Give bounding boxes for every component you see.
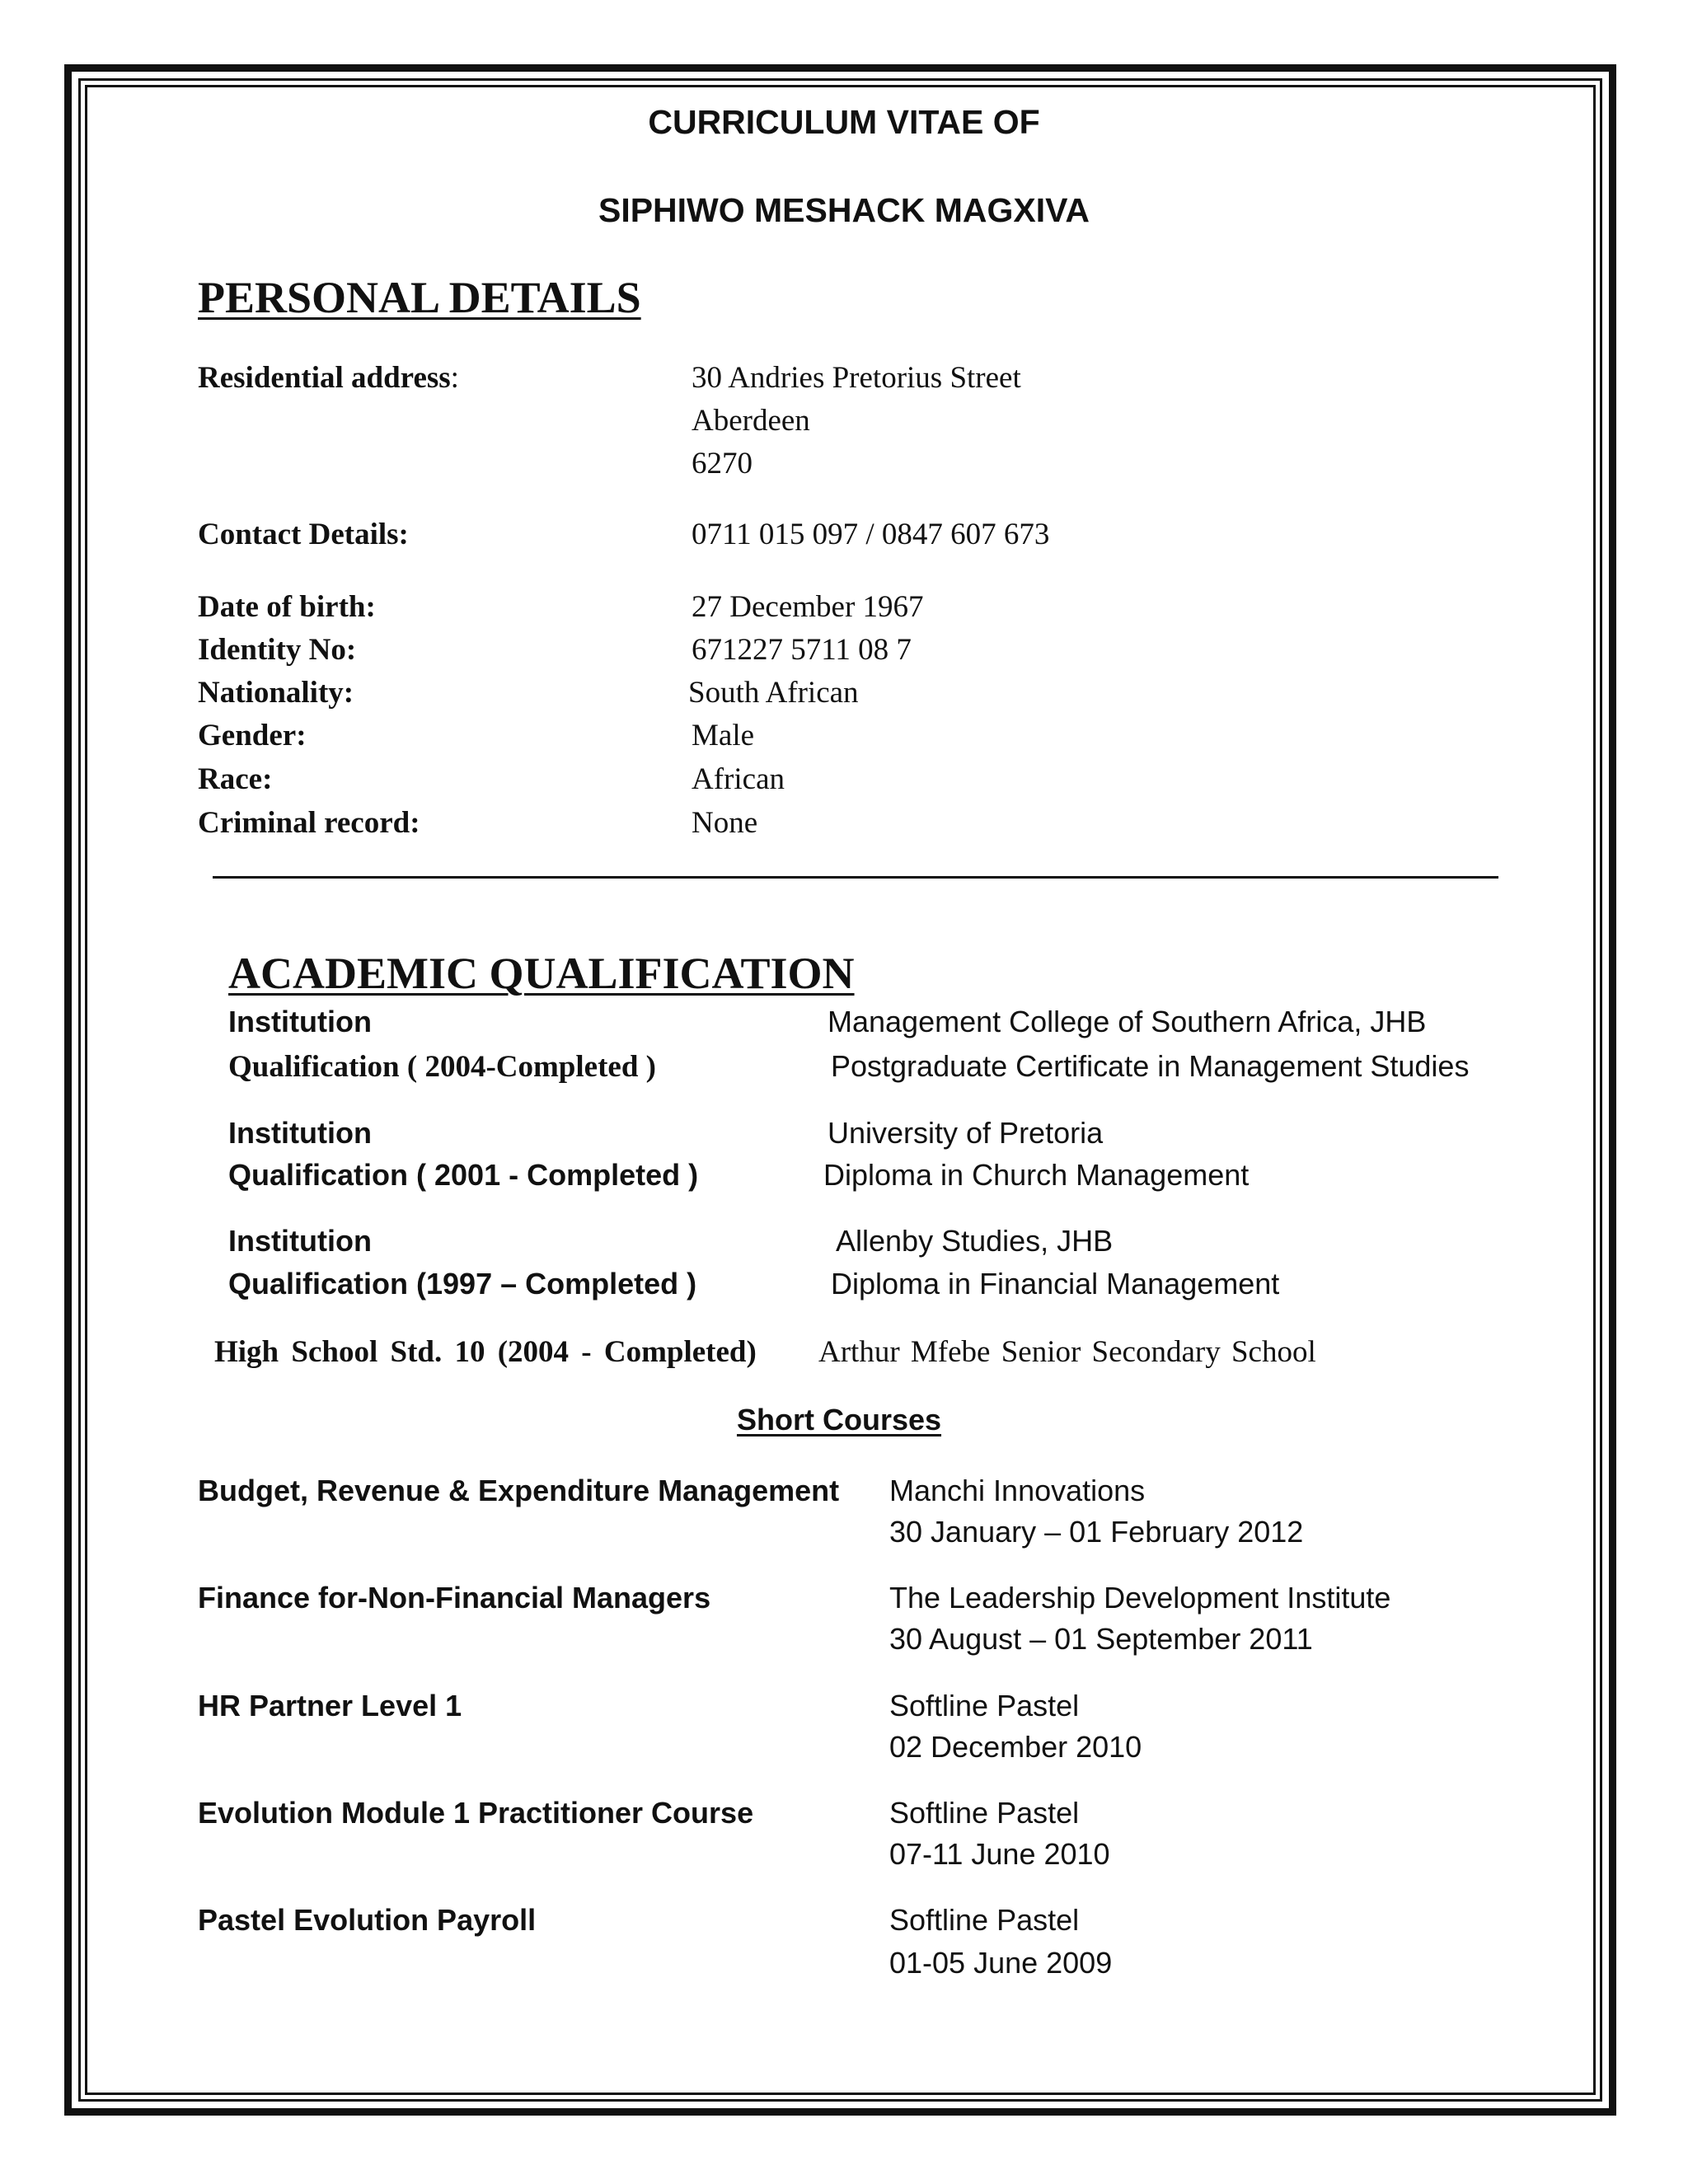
personal-details-title: PERSONAL DETAILS — [198, 273, 641, 322]
gender-label: Gender: — [198, 719, 307, 752]
course-provider: Softline Pastel — [889, 1689, 1080, 1722]
dob-label: Date of birth: — [198, 590, 376, 624]
section-divider — [213, 876, 1498, 879]
course-name: Budget, Revenue & Expenditure Management — [198, 1474, 840, 1507]
contact-label: Contact Details: — [198, 518, 409, 551]
identity-value: 671227 5711 08 7 — [692, 633, 912, 667]
course-name: HR Partner Level 1 — [198, 1689, 462, 1722]
identity-label: Identity No: — [198, 633, 357, 667]
course-provider: Softline Pastel — [889, 1796, 1080, 1830]
cv-name: SIPHIWO MESHACK MAGXIVA — [598, 191, 1090, 229]
cv-heading: CURRICULUM VITAE OF — [648, 103, 1040, 141]
course-name: Finance for-Non-Financial Managers — [198, 1581, 711, 1615]
qualification-label: Qualification ( 2001 - Completed ) — [228, 1158, 699, 1192]
contact-value: 0711 015 097 / 0847 607 673 — [692, 518, 1050, 551]
course-date: 01-05 June 2009 — [889, 1946, 1113, 1980]
course-provider: Manchi Innovations — [889, 1474, 1146, 1507]
course-date: 30 January – 01 February 2012 — [889, 1515, 1304, 1549]
course-provider: Softline Pastel — [889, 1903, 1080, 1937]
institution-label: Institution — [228, 1005, 372, 1038]
dob-value: 27 December 1967 — [692, 590, 924, 624]
course-date: 02 December 2010 — [889, 1730, 1142, 1764]
qualification-value: Diploma in Financial Management — [831, 1267, 1280, 1301]
nationality-label: Nationality: — [198, 676, 354, 710]
high-school-label: High School Std. 10 (2004 - Completed) — [214, 1335, 757, 1369]
address-label: Residential address: — [198, 361, 459, 395]
address-line: 30 Andries Pretorius Street — [692, 361, 1021, 395]
course-provider: The Leadership Development Institute — [889, 1581, 1391, 1615]
high-school-value: Arthur Mfebe Senior Secondary School — [818, 1335, 1316, 1369]
nationality-value: South African — [688, 676, 859, 710]
qualification-value: Postgraduate Certificate in Management Studies — [831, 1049, 1470, 1083]
institution-value: University of Pretoria — [828, 1116, 1104, 1150]
institution-value: Allenby Studies, JHB — [836, 1224, 1114, 1258]
course-date: 07-11 June 2010 — [889, 1837, 1110, 1871]
institution-label: Institution — [228, 1224, 372, 1258]
course-name: Evolution Module 1 Practitioner Course — [198, 1796, 754, 1830]
gender-value: Male — [692, 719, 755, 752]
institution-value: Management College of Southern Africa, JHB — [828, 1005, 1427, 1038]
criminal-record-value: None — [692, 806, 758, 840]
race-label: Race: — [198, 762, 273, 796]
institution-label: Institution — [228, 1116, 372, 1150]
qualification-value: Diploma in Church Management — [823, 1158, 1250, 1192]
race-value: African — [692, 762, 785, 796]
qualification-label: Qualification ( 2004-Completed ) — [228, 1050, 656, 1084]
course-name: Pastel Evolution Payroll — [198, 1903, 537, 1937]
qualification-label: Qualification (1997 – Completed ) — [228, 1267, 697, 1301]
address-line: 6270 — [692, 447, 753, 480]
short-courses-title: Short Courses — [736, 1403, 942, 1436]
address-line: Aberdeen — [692, 404, 810, 438]
criminal-record-label: Criminal record: — [198, 806, 420, 840]
course-date: 30 August – 01 September 2011 — [889, 1622, 1313, 1656]
academic-title: ACADEMIC QUALIFICATION — [228, 949, 855, 998]
